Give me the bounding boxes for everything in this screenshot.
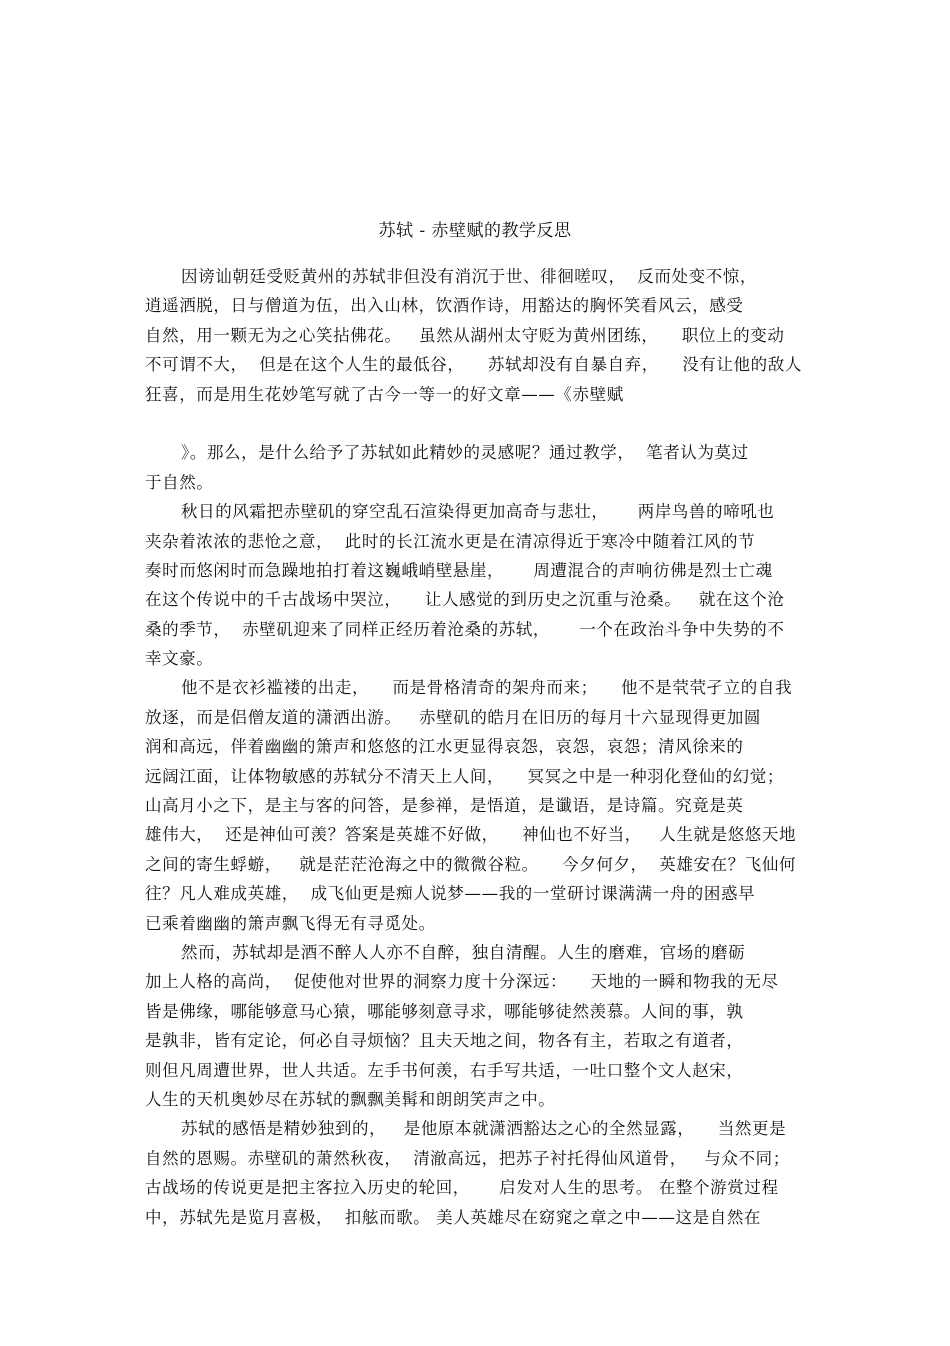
text-line: 在这个传说中的千古战场中哭泣， 让人感觉的到历史之沉重与沧桑。 就在这个沧 [145,590,785,610]
text-line: 放逐，而是侣僧友道的潇洒出游。 赤壁矶的皓月在旧历的每月十六显现得更加圆 [145,707,762,727]
text-line: 桑的季节， 赤壁矶迎来了同样正经历着沧桑的苏轼， 一个在政治斗争中失势的不 [145,619,785,639]
text-line: 奏时而悠闲时而急躁地拍打着这巍峨峭壁悬崖， 周遭混合的声响彷佛是烈士亡魂 [145,560,773,580]
text-line: 皆是佛缘，哪能够意马心猿，哪能够刻意寻求，哪能够徒然羡慕。人间的事，孰 [145,1001,744,1021]
text-line: 中，苏轼先是览月喜极， 扣舷而歌。 美人英雄尽在窈窕之章之中——这是自然在 [145,1207,762,1227]
text-line: 然而，苏轼却是酒不醉人人亦不自醉，独自清醒。人生的磨难，官场的磨砺 [181,942,746,962]
text-line: 因谤讪朝廷受贬黄州的苏轼非但没有消沉于世、徘徊嗟叹， 反而处变不惊， [181,267,757,286]
text-line: 人生的天机奥妙尽在苏轼的飘飘美髯和朗朗笑声之中。 [145,1089,556,1109]
text-line: 远阔江面，让体物敏感的苏轼分不清天上人间， 冥冥之中是一种羽化登仙的幻觉； [145,766,784,786]
text-line: 自然的恩赐。赤壁矶的萧然秋夜， 清澈高远，把苏子衬托得仙风道骨， 与众不同； [145,1148,790,1168]
text-line: 已乘着幽幽的箫声飘飞得无有寻觅处。 [145,913,436,933]
text-line: 古战场的传说更是把主客拉入历史的轮回， 启发对人生的思考。 在整个游赏过程 [145,1178,779,1198]
text-line: 则但凡周遭世界，世人共适。左手书何羡，右手写共适，一吐口整个文人赵宋， [145,1060,744,1080]
text-line: 夹杂着浓浓的悲怆之意， 此时的长江流水更是在清凉得近于寒冷中随着江风的节 [145,531,756,551]
document-body [145,262,810,1232]
text-line: 之间的寄生蜉蝣， 就是茫茫沧海之中的微微谷粒。 今夕何夕， 英雄安在？飞仙何 [145,854,797,874]
text-line: 润和高远，伴着幽幽的箫声和悠悠的江水更显得哀怨，哀怨，哀怨；清风徐来的 [145,737,744,757]
text-line: 苏轼的感悟是精妙独到的， 是他原本就潇洒豁达之心的全然显露， 当然更是 [181,1119,787,1139]
text-line: 自然，用一颗无为之心笑拈佛花。 虽然从湖州太守贬为黄州团练， 职位上的变动 [145,325,785,345]
text-line: 狂喜，而是用生花妙笔写就了古今一等一的好文章——《赤壁赋 [145,384,624,404]
document-title: 苏轼 - 赤壁赋的教学反思 [378,221,572,241]
text-line: 山高月小之下，是主与客的问答，是参禅，是悟道，是谶语，是诗篇。究竟是英 [145,796,744,816]
text-line: 不可谓不大， 但是在这个人生的最低谷， 苏轼却没有自暴自弃， 没有让他的敌人 [145,355,802,375]
text-line: 于自然。 [145,472,214,492]
text-line: 他不是衣衫褴褛的出走， 而是骨格清奇的架舟而来； 他不是茕茕孑立的自我 [181,678,793,698]
text-line: 是孰非，皆有定论，何必自寻烦恼？且夫天地之间，物各有主，若取之有道者， [145,1031,744,1051]
blank-line [145,409,810,438]
text-line: 加上人格的高尚， 促使他对世界的洞察力度十分深远： 天地的一瞬和物我的无尽 [145,972,779,992]
text-line: 》。那么，是什么给予了苏轼如此精妙的灵感呢？通过教学， 笔者认为莫过 [181,443,749,463]
text-line: 幸文豪。 [145,649,214,669]
text-line: 雄伟大， 还是神仙可羡？答案是英雄不好做， 神仙也不好当， 人生就是悠悠天地 [145,825,797,845]
text-line: 往？凡人难成英雄， 成飞仙更是痴人说梦——我的一堂研讨课满满一舟的困惑早 [145,884,756,904]
text-line: 逍遥洒脱，日与僧道为伍，出入山林，饮酒作诗，用豁达的胸怀笑看风云，感受 [145,296,744,316]
text-line: 秋日的风霜把赤壁矶的穿空乱石渲染得更加高奇与悲壮， 两岸鸟兽的啼吼也 [181,502,775,522]
